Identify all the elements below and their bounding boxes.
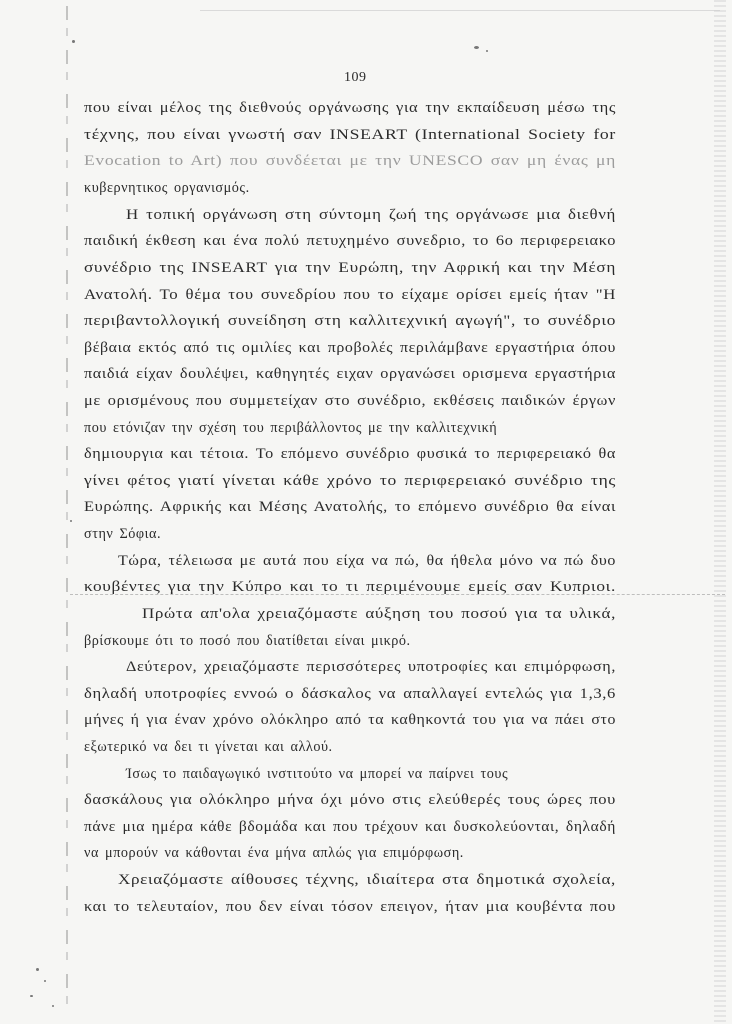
text-line: δημιουργια και τέτοια. Το επόμενο συνέδριο φυσικά το περιφερειακό θα [84, 446, 616, 462]
page-number: 109 [344, 70, 367, 85]
text-line: Ίσως το παιδαγωγικό ινστιτούτο να μπορεί να παίρνει τους [126, 766, 509, 782]
text-line: Τώρα, τέλειωσα με αυτά που είχα να πώ, θα ήθελα μόνο να πώ δυο [118, 553, 616, 569]
text-line: μήνες ή για έναν χρόνο ολόκληρο από τα καθηκοντά του για να πάει στο [84, 712, 616, 728]
text-line: στην Σόφια. [84, 526, 162, 542]
text-line: παιδική έκθεση και ένα πολύ πετυχημένο συνεδριο, το 6ο περιφερειακο [84, 233, 616, 249]
scan-speck [474, 46, 479, 49]
text-line: πάνε μια ημέρα κάθε βδομάδα και που τρέχουν και δυσκολεύονται, δηλαδή [84, 819, 616, 835]
text-line: Χρειαζόμαστε αίθουσες τέχνης, ιδιαίτερα στα δημοτικά σχολεία, [118, 872, 616, 888]
text-line: δηλαδή υποτροφίες εννοώ ο δάσκαλος να απαλλαγεί εντελώς για 1,3,6 [84, 686, 616, 702]
text-line: με ορισμένους που συμμετείχαν στο συνέδριο, εκθέσεις παιδικών έργων [84, 393, 616, 409]
text-line: που είναι μέλος της διεθνούς οργάνωσης για την εκπαίδευση μέσω της [84, 100, 616, 116]
text-line: βέβαια εκτός από τις ομιλίες και προβολές περιλάμβανε εργαστήρια όπου [84, 340, 616, 356]
text-line: Η τοπική οργάνωση στη σύντομη ζωή της οργάνωσε μια διεθνή [126, 207, 616, 223]
text-line: βρίσκουμε ότι το ποσό που διατίθεται είναι μικρό. [84, 633, 411, 649]
text-line: Δεύτερον, χρειαζόμαστε περισσότερες υποτροφίες και επιμόρφωση, [126, 659, 616, 675]
scan-top-rule [200, 10, 720, 11]
text-line: κυβερνητικος οργανισμός. [84, 180, 250, 196]
scan-speck [36, 968, 39, 971]
scan-speck [52, 1005, 54, 1007]
scan-edge-right [714, 0, 726, 1024]
scan-speck [70, 520, 72, 522]
text-line: γίνει φέτος γιατί γίνεται κάθε χρόνο το περιφερειακό συνέδριο της [84, 473, 616, 489]
scan-speck [30, 995, 33, 997]
text-line: εξωτερικό να δει τι γίνεται και αλλού. [84, 739, 333, 755]
text-line: τέχνης, που είναι γνωστή σαν INSEART (International Society for [84, 127, 616, 143]
text-line: Πρώτα απ'ολα χρειαζόμαστε αύξηση του ποσού για τα υλικά, [142, 606, 616, 622]
text-line: Evocation to Art) που συνδέεται με την UNESCO σαν μη ένας μη [84, 153, 616, 169]
text-line: να μπορούν να κάθονται ένα μήνα απλώς για επιμόρφωση. [84, 845, 464, 861]
text-line: κουβέντες για την Κύπρο και το τι περιμένουμε εμείς σαν Κυπριοι. [84, 579, 616, 595]
text-line: παιδιά είχαν δουλέψει, καθηγητές ειχαν οργανώσει ορισμενα εργαστήρια [84, 366, 616, 382]
text-line: συνέδριο της INSEART για την Ευρώπη, την Αφρική και την Μέση [84, 260, 616, 276]
text-line: περιβαντολλογική συνείδηση στη καλλιτεχνική αγωγή", το συνέδριο [84, 313, 616, 329]
text-line: δασκάλους για ολόκληρο μήνα όχι μόνο στις ελεύθερές τους ώρες που [84, 792, 616, 808]
scan-speck [44, 980, 46, 982]
scan-speck [72, 40, 75, 43]
text-line: που ετόνιζαν την σχέση του περιβάλλοντος με την καλλιτεχνική [84, 420, 498, 436]
scan-speck [486, 50, 488, 52]
text-line: Ευρώπης. Αφρικής και Μέσης Ανατολής, το επόμενο συνέδριο θα είναι [84, 499, 616, 515]
text-line: Ανατολή. Το θέμα του συνεδρίου που το είχαμε ορίσει εμείς ήταν "Η [84, 287, 616, 303]
scan-edge-left [66, 6, 68, 1016]
text-line: και το τελευταίον, που δεν είναι τόσον επειγον, ήταν μια κουβέντα που [84, 899, 616, 915]
